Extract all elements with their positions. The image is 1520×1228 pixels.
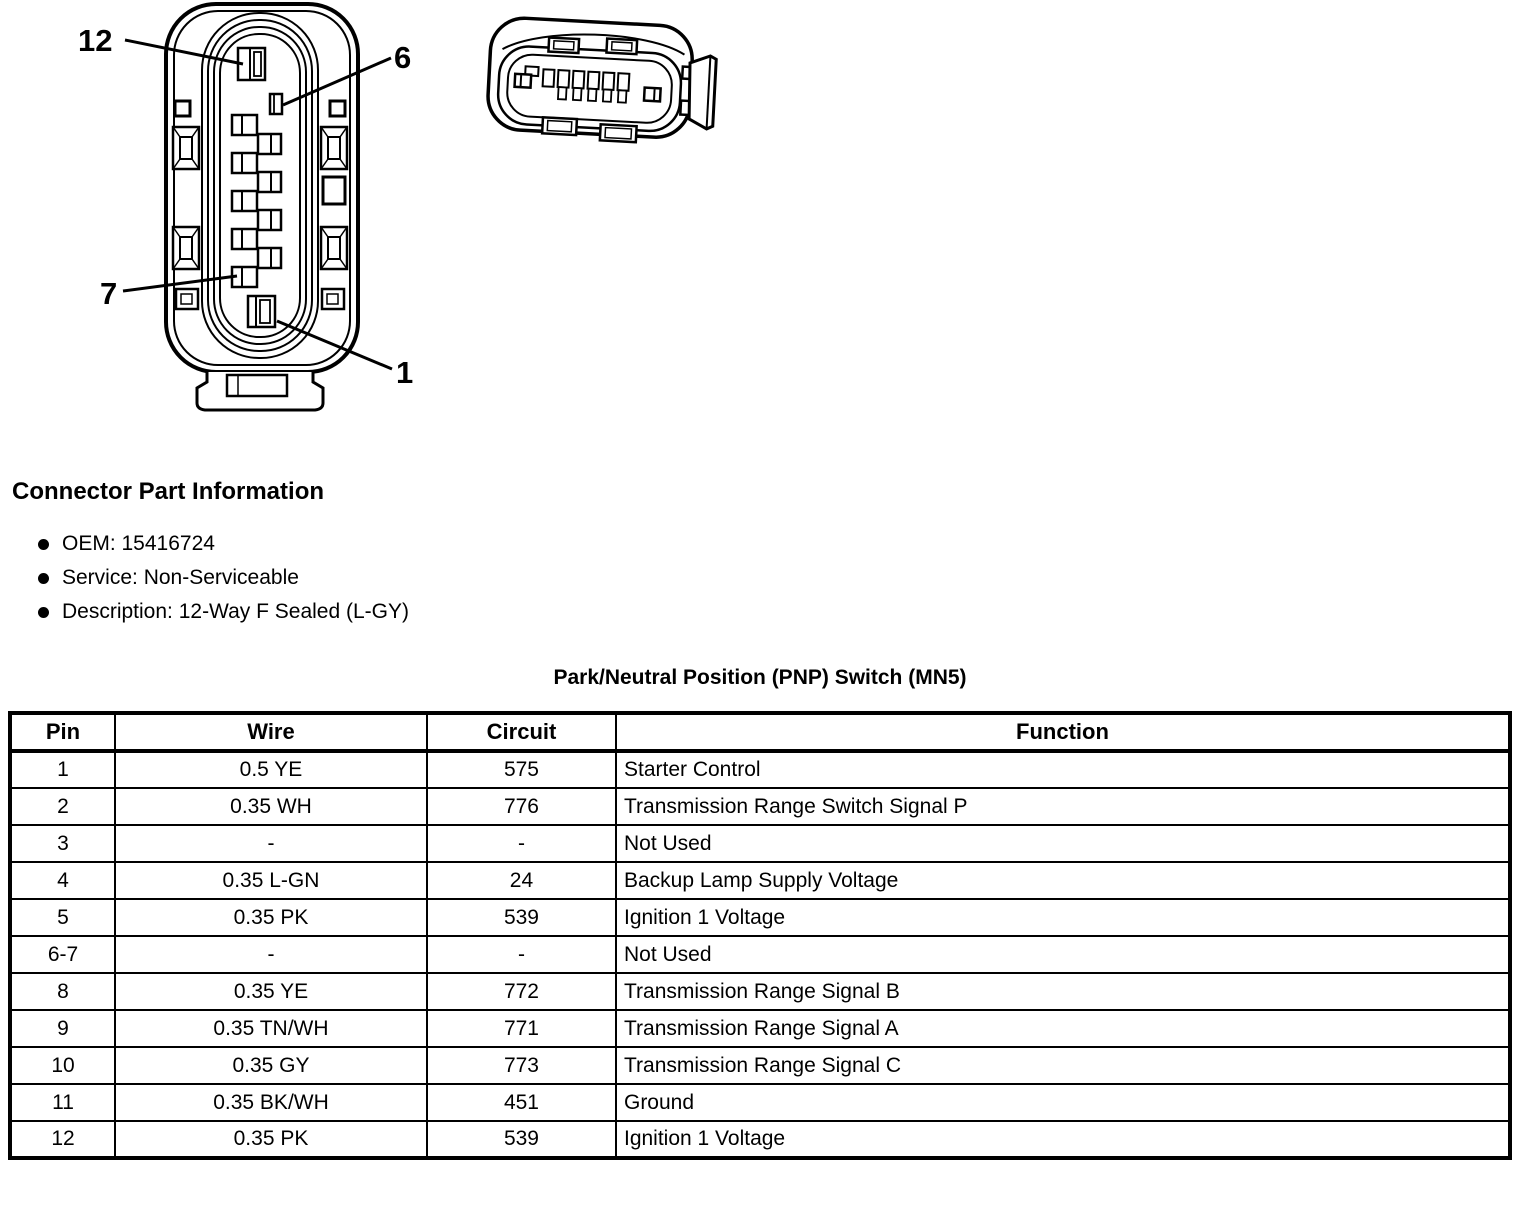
circuit-cell: 451 — [427, 1084, 616, 1121]
table-row — [10, 973, 1510, 1010]
pin-cell: 5 — [10, 899, 115, 936]
table-row — [10, 936, 1510, 973]
pin-7-callout: 7 — [100, 276, 118, 311]
circuit-cell: 776 — [427, 788, 616, 825]
wire-cell: 0.35 YE — [115, 973, 427, 1010]
pin-cell: 4 — [10, 862, 115, 899]
connector-mounting-tab — [197, 372, 323, 410]
wire-cell: 0.35 PK — [115, 899, 427, 936]
circuit-cell: - — [427, 936, 616, 973]
pinout-table-title: Park/Neutral Position (PNP) Switch (MN5) — [553, 666, 967, 689]
circuit-cell: 771 — [427, 1010, 616, 1047]
pinout-table-header-row — [10, 713, 1510, 751]
wire-cell: - — [115, 936, 427, 973]
connector-side-view-diagram — [455, 0, 755, 165]
column-header-function: Function — [616, 713, 1510, 751]
pin-cell: 8 — [10, 973, 115, 1010]
pin-cell: 9 — [10, 1010, 115, 1047]
wire-cell: 0.35 TN/WH — [115, 1010, 427, 1047]
table-row — [10, 1084, 1510, 1121]
column-header-wire: Wire — [115, 713, 427, 751]
function-cell: Ignition 1 Voltage — [616, 899, 1510, 936]
side-terminal-slots — [514, 66, 661, 105]
connector-front-view-diagram — [0, 0, 460, 430]
connector-side-rails — [173, 101, 347, 309]
part-info-list — [12, 530, 409, 632]
wire-cell: - — [115, 825, 427, 862]
pin-1-callout: 1 — [396, 355, 414, 390]
function-cell: Transmission Range Switch Signal P — [616, 788, 1510, 825]
wire-cell: 0.35 WH — [115, 788, 427, 825]
circuit-cell: 539 — [427, 1121, 616, 1158]
circuit-cell: - — [427, 825, 616, 862]
pinout-table — [8, 711, 1512, 1160]
pin-cell: 11 — [10, 1084, 115, 1121]
circuit-cell: 773 — [427, 1047, 616, 1084]
part-info-item-service: Service: Non-Serviceable — [12, 564, 409, 598]
side-top-clips — [548, 36, 637, 57]
circuit-cell: 575 — [427, 751, 616, 788]
table-row — [10, 1047, 1510, 1084]
circuit-cell: 539 — [427, 899, 616, 936]
table-row — [10, 788, 1510, 825]
circuit-cell: 24 — [427, 862, 616, 899]
pin-cell: 6-7 — [10, 936, 115, 973]
pin-cell: 12 — [10, 1121, 115, 1158]
wire-cell: 0.35 GY — [115, 1047, 427, 1084]
pin-cell: 1 — [10, 751, 115, 788]
column-header-circuit: Circuit — [427, 713, 616, 751]
pin-cell: 2 — [10, 788, 115, 825]
table-row — [10, 1121, 1510, 1158]
function-cell: Transmission Range Signal C — [616, 1047, 1510, 1084]
wire-cell: 0.35 BK/WH — [115, 1084, 427, 1121]
function-cell: Ignition 1 Voltage — [616, 1121, 1510, 1158]
table-row — [10, 825, 1510, 862]
table-row — [10, 899, 1510, 936]
function-cell: Ground — [616, 1084, 1510, 1121]
pin-cell: 3 — [10, 825, 115, 862]
wire-cell: 0.35 PK — [115, 1121, 427, 1158]
part-info-item-oem: OEM: 15416724 — [12, 530, 409, 564]
function-cell: Starter Control — [616, 751, 1510, 788]
table-row — [10, 862, 1510, 899]
part-info-heading: Connector Part Information — [12, 478, 325, 505]
function-cell: Backup Lamp Supply Voltage — [616, 862, 1510, 899]
wire-cell: 0.35 L-GN — [115, 862, 427, 899]
pinout-table-body — [10, 751, 1510, 1158]
function-cell: Not Used — [616, 825, 1510, 862]
function-cell: Not Used — [616, 936, 1510, 973]
table-row — [10, 751, 1510, 788]
wire-cell: 0.5 YE — [115, 751, 427, 788]
pin-6-callout: 6 — [394, 40, 412, 75]
table-row — [10, 1010, 1510, 1047]
circuit-cell: 772 — [427, 973, 616, 1010]
part-info-item-description: Description: 12-Way F Sealed (L-GY) — [12, 598, 409, 632]
pin-12-callout: 12 — [78, 23, 113, 58]
terminal-cavities — [232, 48, 282, 327]
function-cell: Transmission Range Signal A — [616, 1010, 1510, 1047]
pin-cell: 10 — [10, 1047, 115, 1084]
function-cell: Transmission Range Signal B — [616, 973, 1510, 1010]
column-header-pin: Pin — [10, 713, 115, 751]
